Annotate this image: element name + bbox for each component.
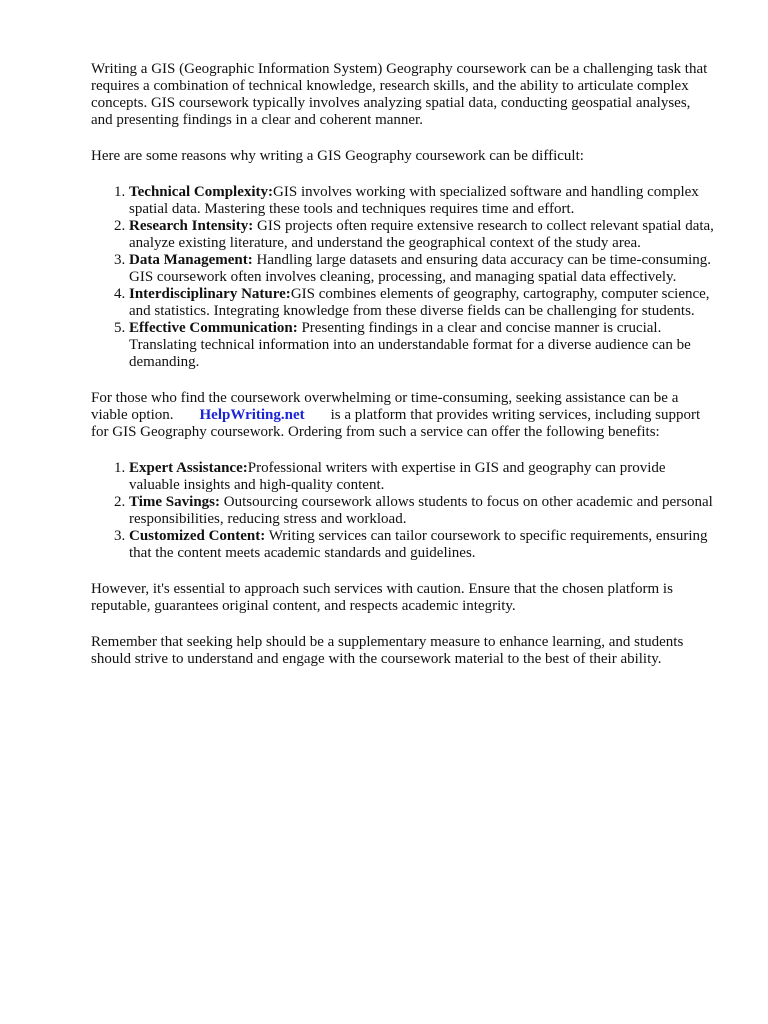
list-item xyxy=(129,320,715,371)
list-item-text: Presenting findings in a clear and concise manner is crucial. Translating technical information into an understandable format for a diverse audience can be demanding. xyxy=(129,320,691,370)
list-item-title: Time Savings: xyxy=(129,494,220,510)
reasons-list xyxy=(91,184,715,371)
helpwriting-link[interactable]: HelpWriting.net xyxy=(199,407,305,423)
list-item-text: Professional writers with expertise in GIS and geography can provide valuable insights and high-quality content. xyxy=(129,460,666,493)
list-item-title: Expert Assistance: xyxy=(129,460,248,476)
list-item xyxy=(129,494,715,528)
closing-paragraph: Remember that seeking help should be a supplementary measure to enhance learning, and students should strive to understand and engage with the coursework material to the best of their ability. xyxy=(91,634,684,667)
list-item-text: Handling large datasets and ensuring data accuracy can be time-consuming. GIS coursework often involves cleaning, processing, and managing spatial data effectively. xyxy=(129,252,712,285)
list-item-title: Research Intensity: xyxy=(129,218,254,234)
list-item-title: Interdisciplinary Nature: xyxy=(129,286,291,302)
assistance-text-before: For those who find the coursework overwhelming or time-consuming, seeking assistance can be a viable option. xyxy=(91,390,679,423)
list-item-text: GIS involves working with specialized software and handling complex spatial data. Mastering these tools and techniques requires time and effort. xyxy=(129,184,699,217)
list-item-text: Outsourcing coursework allows students to focus on other academic and personal responsibilities, reducing stress and workload. xyxy=(129,494,713,527)
list-item xyxy=(129,252,715,286)
list-item xyxy=(129,218,715,252)
assistance-text-after: is a platform that provides writing services, including support for GIS Geography coursework. Ordering from such a service can offer the following benefits: xyxy=(91,407,701,440)
caution-paragraph: However, it's essential to approach such services with caution. Ensure that the chosen platform is reputable, guarantees original content, and respects academic integrity. xyxy=(91,581,673,614)
reasons-intro-paragraph: Here are some reasons why writing a GIS Geography coursework can be difficult: xyxy=(91,148,584,164)
list-item-title: Data Management: xyxy=(129,252,253,268)
list-item xyxy=(129,528,715,562)
list-item-text: Writing services can tailor coursework to specific requirements, ensuring that the content meets academic standards and guidelines. xyxy=(129,528,708,561)
list-item-title: Effective Communication: xyxy=(129,320,298,336)
assistance-paragraph xyxy=(91,390,715,441)
list-item-title: Customized Content: xyxy=(129,528,266,544)
intro-paragraph: Writing a GIS (Geographic Information System) Geography coursework can be a challenging task that requires a combination of technical knowledge, research skills, and the ability to articulate complex concepts. GIS coursework typically involves analyzing spatial data, conducting geospatial analyses, and presenting findings in a clear and coherent manner. xyxy=(91,61,708,128)
list-item-text: GIS combines elements of geography, cartography, computer science, and statistics. Integrating knowledge from these diverse fields can be challenging for students. xyxy=(129,286,710,319)
list-item-text: GIS projects often require extensive research to collect relevant spatial data, analyze existing literature, and understand the geographical context of the study area. xyxy=(129,218,714,251)
benefits-list xyxy=(91,460,715,562)
list-item xyxy=(129,460,715,494)
list-item-title: Technical Complexity: xyxy=(129,184,274,200)
list-item xyxy=(129,184,715,218)
list-item xyxy=(129,286,715,320)
